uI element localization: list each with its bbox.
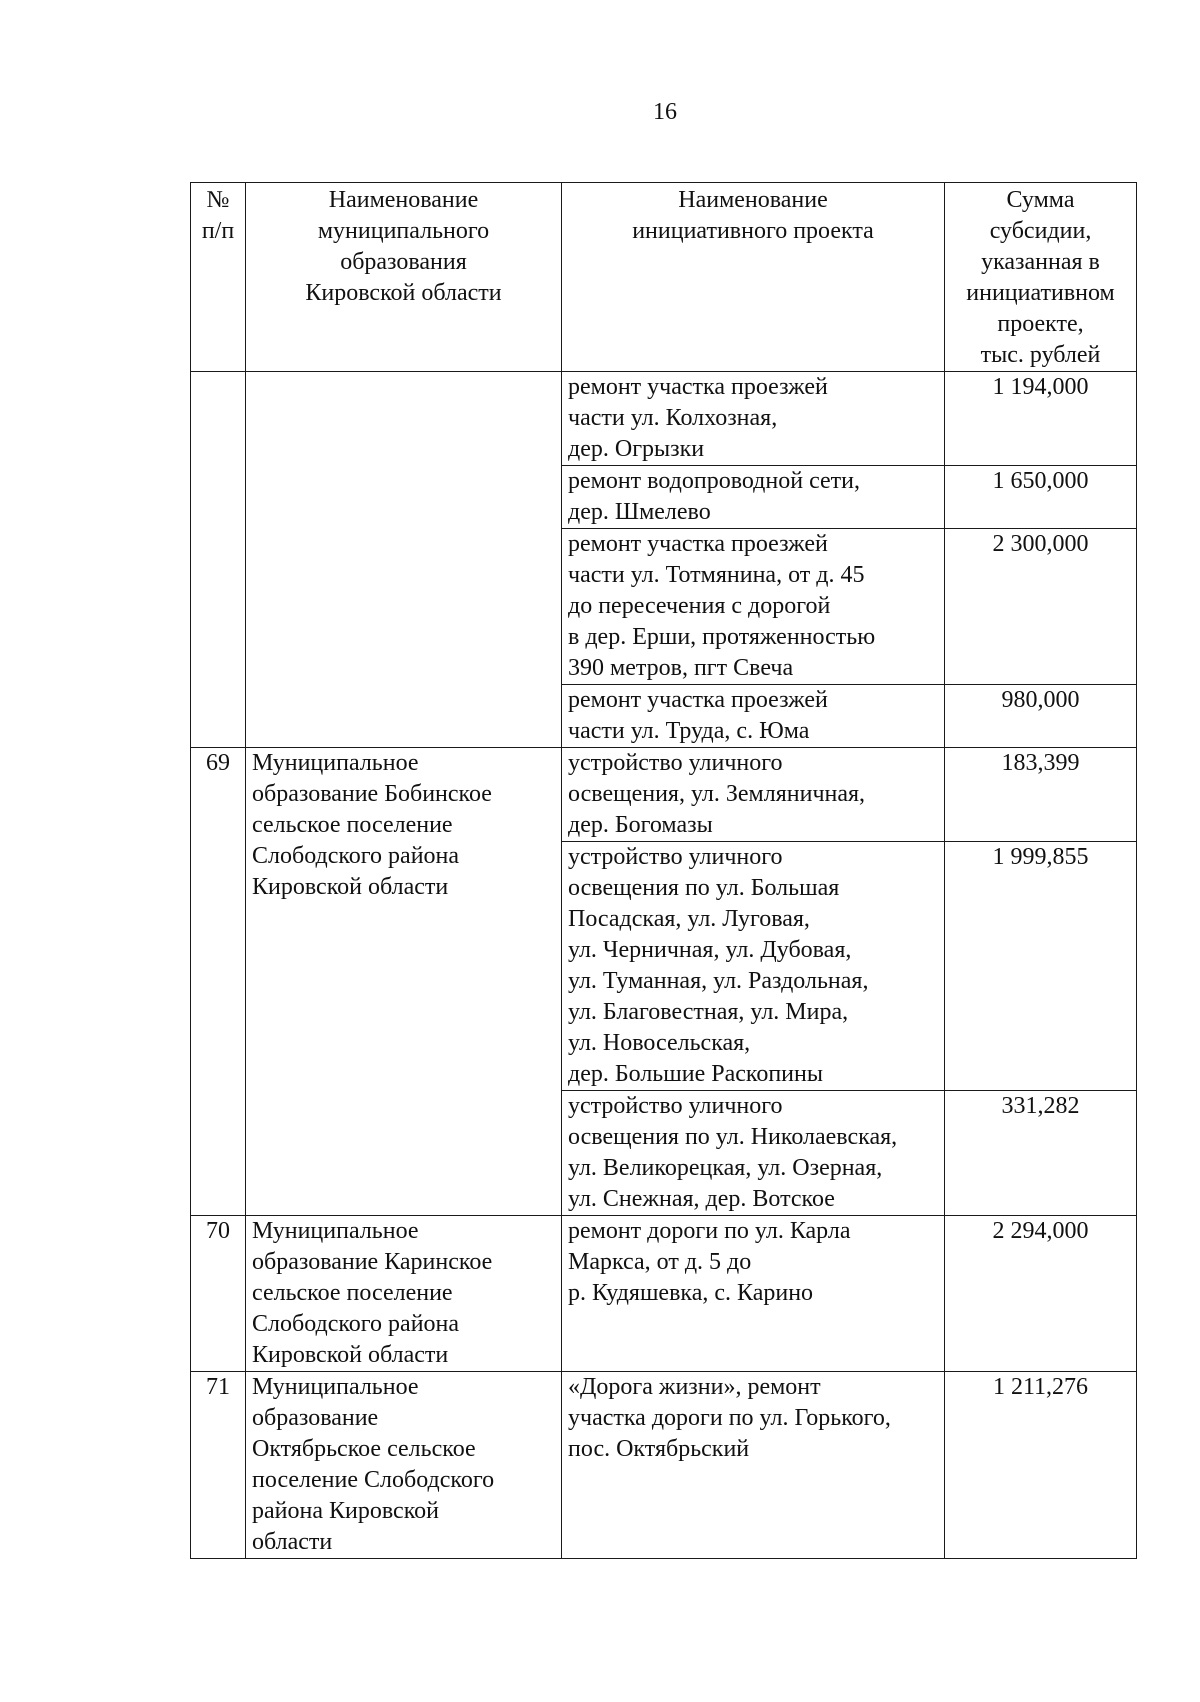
header-row — [191, 183, 1137, 372]
table-row — [191, 748, 1137, 842]
subsidy-sum: 1 211,276 — [945, 1372, 1137, 1559]
subsidy-table — [190, 182, 1137, 1559]
header-municipality: Наименование муниципального образования Кировской области — [246, 183, 562, 372]
project-name: устройство уличного освещения по ул. Николаевская, ул. Великорецкая, ул. Озерная, ул. Снежная, дер. Вотское — [562, 1091, 945, 1216]
subsidy-sum: 2 300,000 — [945, 529, 1137, 685]
subsidy-sum: 1 999,855 — [945, 842, 1137, 1091]
project-name: устройство уличного освещения, ул. Земляничная, дер. Богомазы — [562, 748, 945, 842]
table-row — [191, 1216, 1137, 1372]
municipality-name: Муниципальное образование Бобинское сельское поселение Слободского района Кировской области — [246, 748, 562, 1216]
project-name: ремонт участка проезжей части ул. Труда, с. Юма — [562, 685, 945, 748]
row-number: 71 — [191, 1372, 246, 1559]
table-row — [191, 372, 1137, 466]
subsidy-sum: 1 194,000 — [945, 372, 1137, 466]
subsidy-sum: 1 650,000 — [945, 466, 1137, 529]
municipality-name — [246, 372, 562, 748]
row-number — [191, 372, 246, 748]
subsidy-sum: 980,000 — [945, 685, 1137, 748]
row-number: 70 — [191, 1216, 246, 1372]
municipality-name: Муниципальное образование Каринское сельское поселение Слободского района Кировской области — [246, 1216, 562, 1372]
project-name: «Дорога жизни», ремонт участка дороги по ул. Горького, пос. Октябрьский — [562, 1372, 945, 1559]
table-row — [191, 1372, 1137, 1559]
row-number: 69 — [191, 748, 246, 1216]
subsidy-sum: 2 294,000 — [945, 1216, 1137, 1372]
project-name: ремонт водопроводной сети, дер. Шмелево — [562, 466, 945, 529]
header-project: Наименование инициативного проекта — [562, 183, 945, 372]
project-name: ремонт дороги по ул. Карла Маркса, от д. 5 до р. Кудяшевка, с. Карино — [562, 1216, 945, 1372]
subsidy-sum: 183,399 — [945, 748, 1137, 842]
subsidy-sum: 331,282 — [945, 1091, 1137, 1216]
header-sum: Сумма субсидии, указанная в инициативном проекте, тыс. рублей — [945, 183, 1137, 372]
project-name: устройство уличного освещения по ул. Большая Посадская, ул. Луговая, ул. Черничная, ул. Дубовая, ул. Туманная, ул. Раздольная, ул. Благовестная, ул. Мира, ул. Новосельская, дер. Большие Раскопины — [562, 842, 945, 1091]
table-header — [191, 183, 1137, 372]
page-number: 16 — [653, 99, 677, 125]
header-number: № п/п — [191, 183, 246, 372]
municipality-name: Муниципальное образование Октябрьское сельское поселение Слободского района Кировской области — [246, 1372, 562, 1559]
project-name: ремонт участка проезжей части ул. Колхозная, дер. Огрызки — [562, 372, 945, 466]
project-name: ремонт участка проезжей части ул. Тотмянина, от д. 45 до пересечения с дорогой в дер. Ерши, протяженностью 390 метров, пгт Свеча — [562, 529, 945, 685]
